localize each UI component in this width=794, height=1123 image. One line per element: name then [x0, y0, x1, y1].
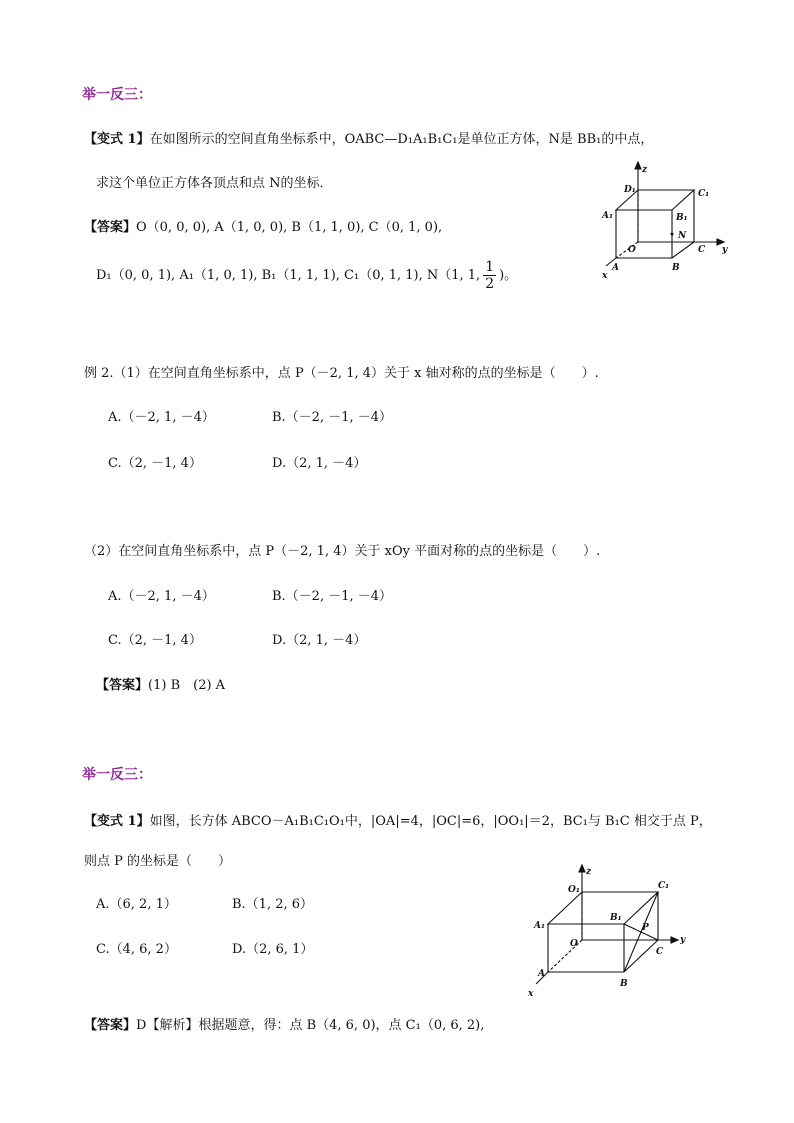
answer-label: 【答案】 [84, 1018, 137, 1033]
variant-1-line-2: 求这个单位正方体各顶点和点 N的坐标． [96, 176, 333, 191]
variant-text: 在如图所示的空间直角坐标系中，OABC—D₁A₁B₁C₁是单位正方体，N是 BB₁的中点， [149, 132, 654, 147]
example-2-question-1: 例 2.（1）在空间直角坐标系中，点 P（－2, 1, 4）关于 x 轴对称的点的坐标是（ ）. [84, 366, 599, 381]
variant-2-answer [84, 1014, 484, 1033]
q1-option-a: A.（－2, 1, －4） [108, 410, 215, 425]
label-c1: C₁ [658, 881, 670, 891]
variant-label: 【变式 1】 [84, 814, 150, 829]
label-b1: B₁ [610, 913, 622, 923]
label-x: x [602, 271, 608, 281]
q1-option-c: C.（2, －1, 4） [108, 456, 202, 471]
answer-1-line-2 [96, 256, 517, 296]
label-d1: D₁ [624, 185, 636, 195]
label-b1: B₁ [676, 213, 688, 223]
answer-close: )。 [499, 268, 518, 283]
example-2-answer [96, 674, 225, 693]
label-n: N [678, 231, 687, 241]
answer-text: (1) B (2) A [148, 678, 226, 693]
section-heading-2: 举一反三： [82, 767, 152, 783]
variant-label: 【变式 1】 [84, 132, 150, 147]
q1-option-d: D.（2, 1, －4） [272, 456, 367, 471]
fraction-denominator: 2 [485, 276, 495, 292]
label-z: z [642, 165, 648, 175]
v2-option-d: D.（2, 6, 1） [232, 942, 314, 957]
answer-label: 【答案】 [84, 220, 137, 235]
answer-text: O（0, 0, 0), A（1, 0, 0), B（1, 1, 0), C（0, 1, 0), [136, 220, 443, 235]
cuboid-figure [524, 862, 706, 1004]
label-a: A [538, 969, 545, 979]
answer-1-line-1 [84, 216, 442, 235]
label-c1: C₁ [698, 189, 710, 199]
label-b: B [620, 979, 628, 989]
answer-coords: D₁（0, 0, 1), A₁（1, 0, 1), B₁（1, 1, 1), C₁（0, 1, 1), N（1, 1, [96, 268, 481, 283]
label-b: B [672, 263, 680, 273]
label-p: P [642, 923, 649, 933]
label-a: A [612, 263, 619, 273]
variant-1-line-1 [84, 128, 653, 147]
q1-option-b: B.（－2, －1, －4） [272, 410, 393, 425]
fraction-half [483, 259, 496, 292]
answer-label: 【答案】 [96, 678, 149, 693]
q2-option-c: C.（2, －1, 4） [108, 633, 202, 648]
label-c: C [698, 245, 706, 255]
q2-option-a: A.（－2, 1, －4） [108, 589, 215, 604]
label-a1: A₁ [602, 211, 613, 221]
section-heading-1: 举一反三： [82, 87, 152, 103]
q2-option-b: B.（－2, －1, －4） [272, 589, 393, 604]
answer-text: D【解析】根据题意，得：点 B（4, 6, 0)，点 C₁（0, 6, 2), [136, 1018, 485, 1033]
unit-cube-figure [598, 160, 738, 286]
label-y: y [722, 245, 728, 255]
variant-2-line-2: 则点 P 的坐标是（ ） [84, 854, 232, 869]
label-c: C [656, 947, 664, 957]
v2-option-b: B.（1, 2, 6） [232, 897, 314, 912]
label-y: y [680, 935, 686, 945]
v2-option-c: C.（4, 6, 2） [96, 942, 177, 957]
label-a1: A₁ [534, 921, 545, 931]
fraction-numerator: 1 [485, 259, 495, 275]
label-x: x [528, 989, 534, 999]
example-2-question-2: （2）在空间直角坐标系中，点 P（－2, 1, 4）关于 xOy 平面对称的点的坐标是（ ）. [84, 544, 601, 559]
variant-2-line-1 [84, 810, 712, 829]
label-z: z [586, 867, 592, 877]
label-o: O [570, 939, 578, 949]
variant-text: 如图，长方体 ABCO－A₁B₁C₁O₁中，|OA|=4，|OC|=6，|OO₁|＝2，BC₁与 B₁C 相交于点 P， [149, 814, 712, 829]
q2-option-d: D.（2, 1, －4） [272, 633, 367, 648]
point-n [671, 233, 674, 236]
label-o: O [628, 245, 636, 255]
label-o1: O₁ [568, 885, 580, 895]
v2-option-a: A.（6, 2, 1） [96, 897, 177, 912]
